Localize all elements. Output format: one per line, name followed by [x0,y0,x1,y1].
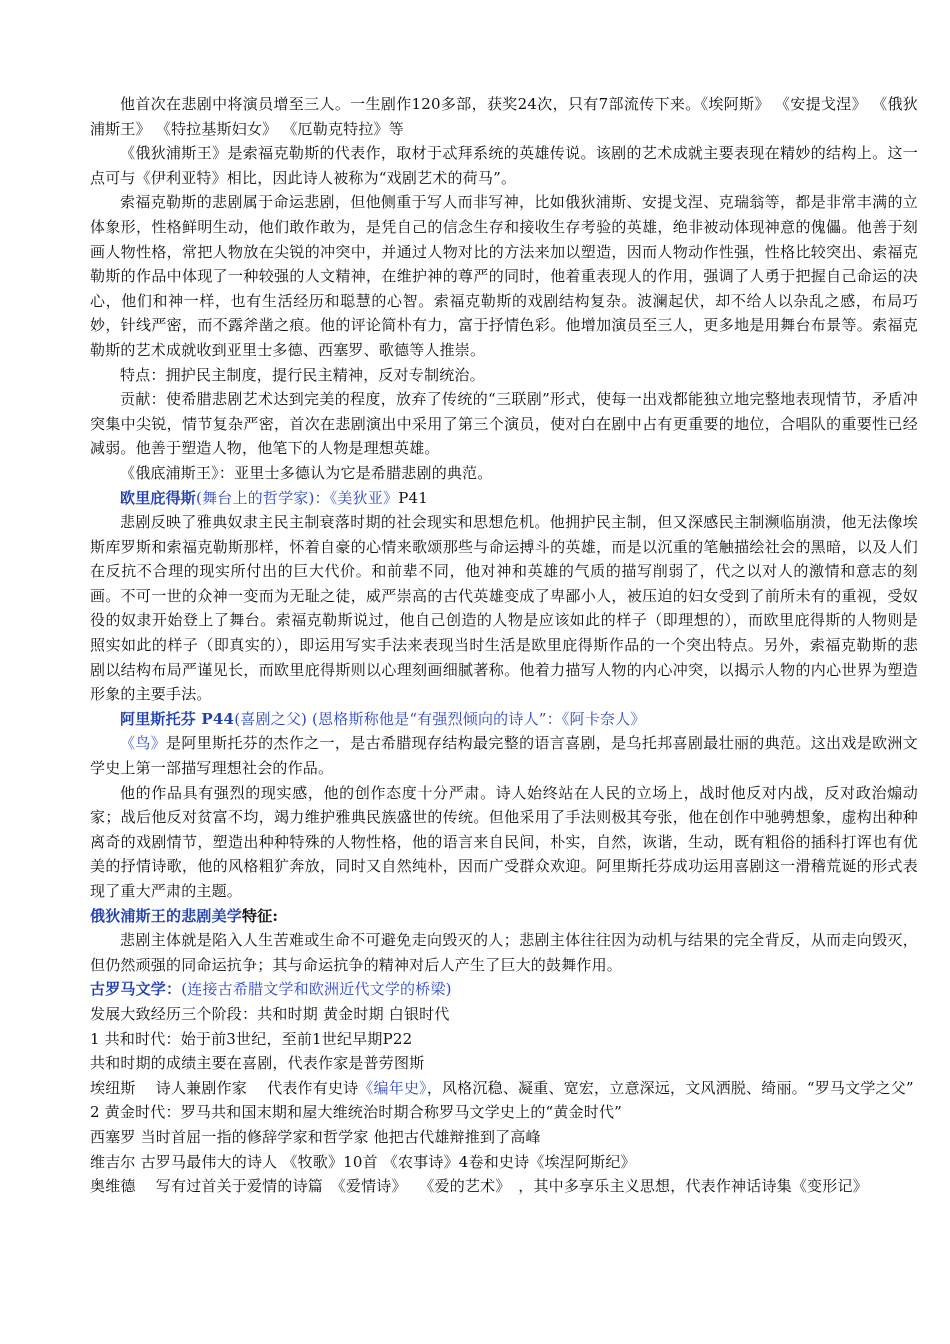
heading-aristophanes-rest: (喜剧之父) (恩格斯称他是“有强烈倾向的诗人”：《阿卡奈人》 [234,709,646,728]
line-republic-era: 1 共和时代：始于前3世纪，至前1世纪早期P22 [90,1029,413,1048]
paragraph-oedipus-model: 《俄底浦斯王》：亚里士多德认为它是希腊悲剧的典范。 [120,463,493,482]
paragraph-sophocles-tragedy: 索福克勒斯的悲剧属于命运悲剧，但他侧重于写人而非写神，比如俄狄浦斯、安提戈涅、克瑞翁等，都是非常丰满的立体象形，性格鲜明生动，他们敢作敢为，是凭自己的信念生存和接收生存考验的英雄，绝非被动体现神意的傀儡。他善于刻画人物性格，常把人物放在尖锐的冲突中，并通过人物对比的方法来加以塑造，因而人物动作性强，性格比较突出、索福克勒斯的作品中体现了一种较强的人文精神，在维护神的尊严的同时，他着重表现人的作用，强调了人勇于把握自己命运的决心，他们和神一样，也有生活经历和聪慧的心智。索福克勒斯的戏剧结构复杂。波澜起伏，却不给人以杂乱之感，布局巧妙，针线严密，而不露斧凿之痕。他的评论简朴有力，富于抒情色彩。他增加演员至三人，更多地是用舞台布景等。索福克勒斯的艺术成就收到亚里士多德、西塞罗、歌德等人推崇。 [90,193,918,359]
paragraph-aristophanes-works: 他的作品具有强烈的现实感，他的创作态度十分严肃。诗人始终站在人民的立场上，战时他反对内战，反对政治煽动家；战后他反对贫富不均，竭力维护雅典民族盛世的传统。但他采用了手法则极其夸张，他在创作中驰骋想象，虚构出种种离奇的戏剧情节，塑造出种种特殊的人物性格，他的语言来自民间，朴实，自然，诙谐，生动，既有粗俗的插科打诨也有优美的抒情诗歌，他的风格粗犷奔放，同时又自然纯朴，因而广受群众欢迎。阿里斯托芬成功运用喜剧这一滑稽荒诞的形式表现了重大严肃的主题。 [90,783,918,900]
line-virgil: 维吉尔 古罗马最伟大的诗人 《牧歌》10首 《农事诗》4卷和史诗《埃涅阿斯纪》 [90,1152,636,1171]
line-ennius [90,1076,918,1101]
heading-euripides-page: P41 [398,488,429,507]
heading-euripides-rest: (舞台上的哲学家)：《美狄亚》 [196,488,399,507]
heading-oedipus-aesthetics [90,904,918,929]
heading-aristophanes [90,707,918,732]
line-golden-age: 2 黄金时代：罗马共和国末期和屋大维统治时期合称罗马文学史上的“黄金时代” [90,1103,623,1122]
ennius-c: ，风格沉稳、凝重、宽宏，立意深远，文风洒脱、绮丽。“罗马文学之父” [426,1078,914,1097]
birds-title: 《鸟》 [120,734,167,753]
ennius-a: 埃纽斯 诗人兼剧作家 代表作有史诗 [90,1078,359,1097]
heading-rome-rest: (连接古希腊文学和欧洲近代文学的桥梁) [181,980,452,999]
heading-euripides [90,486,918,511]
heading-oedipus-blue: 俄狄浦斯王的悲剧美学 [90,906,243,925]
line-stages: 发展大致经历三个阶段：共和时期 黄金时期 白银时代 [90,1004,450,1023]
line-republic-comedy: 共和时期的成绩主要在喜剧，代表作家是普劳图斯 [90,1054,425,1073]
paragraph-birds [90,731,918,780]
paragraph-features: 特点：拥护民主制度，提行民主精神，反对专制统治。 [120,365,485,384]
heading-oedipus-black: 特征: [242,906,279,925]
heading-rome-name: 古罗马文学： [90,980,182,999]
heading-aristophanes-name: 阿里斯托芬 P44 [120,709,235,728]
line-ovid: 奥维德 写有过首关于爱情的诗篇 《爱情诗》 《爱的艺术》 ，其中多享乐主义思想，代表作神话诗集《变形记》 [90,1177,868,1196]
paragraph-contribution: 贡献：使希腊悲剧艺术达到完美的程度，放弃了传统的“三联剧”形式，使每一出戏都能独立地完整地表现情节，矛盾冲突集中尖锐，情节复杂严密，首次在悲剧演出中采用了第三个演员，使对白在剧中占有更重要的地位，合唱队的重要性已经减弱。他善于塑造人物，他笔下的人物是理想英雄。 [90,390,918,458]
heading-euripides-name: 欧里庇得斯 [120,488,197,507]
document-page [90,92,918,1199]
paragraph-oedipus-rex: 《俄狄浦斯王》是索福克勒斯的代表作，取材于忒拜系统的英雄传说。该剧的艺术成就主要表现在精妙的结构上。这一点可与《伊利亚特》相比，因此诗人被称为“戏剧艺术的荷马”。 [90,144,918,187]
paragraph-tragic-subject: 悲剧主体就是陷入人生苦难或生命不可避免走向毁灭的人；悲剧主体往往因为动机与结果的完全背反，从而走向毁灭，但仍然顽强的同命运抗争；其与命运抗争的精神对后人产生了巨大的鼓舞作用。 [90,931,918,974]
paragraph-euripides: 悲剧反映了雅典奴隶主民主制衰落时期的社会现实和思想危机。他拥护民主制，但又深感民主制濒临崩溃，他无法像埃斯库罗斯和索福克勒斯那样，怀着自豪的心情来歌颂那些与命运搏斗的英雄，而是以沉重的笔触描绘社会的黑暗，以及人们在反抗不合理的现实所付出的巨大代价。和前辈不同，他对神和英雄的气质的描写削弱了，代之以对人的激情和意志的刻画。不可一世的众神一变而为无耻之徒，威严崇高的古代英雄变成了卑鄙小人，被压迫的妇女受到了前所未有的重视，受奴役的奴隶开始登上了舞台。索福克勒斯说过，他自己创造的人物是应该如此的样子（即理想的），而欧里庇得斯的人物则是照实如此的样子（即真实的），即运用写实手法来表现当时生活是欧里庇得斯作品的一个突出特点。另外，索福克勒斯的悲剧以结构布局严谨见长，而欧里庇得斯则以心理刻画细腻著称。他着力描写人物的内心冲突，以揭示人物的内心世界为塑造形象的主要手法。 [90,513,918,704]
paragraph-sophocles-intro: 他首次在悲剧中将演员增至三人。一生剧作120多部，获奖24次，只有7部流传下来。《埃阿斯》 《安提戈涅》 《俄狄浦斯王》 《特拉基斯妇女》 《厄勒克特拉》等 [90,95,918,138]
line-cicero: 西塞罗 当时首屈一指的修辞学家和哲学家 他把古代雄辩推到了高峰 [90,1127,541,1146]
ennius-annales: 《编年史》 [358,1078,427,1097]
birds-text: 是阿里斯托芬的杰作之一，是古希腊现存结构最完整的语言喜剧，是乌托邦喜剧最壮丽的典范。这出戏是欧洲文学史上第一部描写理想社会的作品。 [90,734,918,778]
heading-roman-literature [90,977,918,1002]
